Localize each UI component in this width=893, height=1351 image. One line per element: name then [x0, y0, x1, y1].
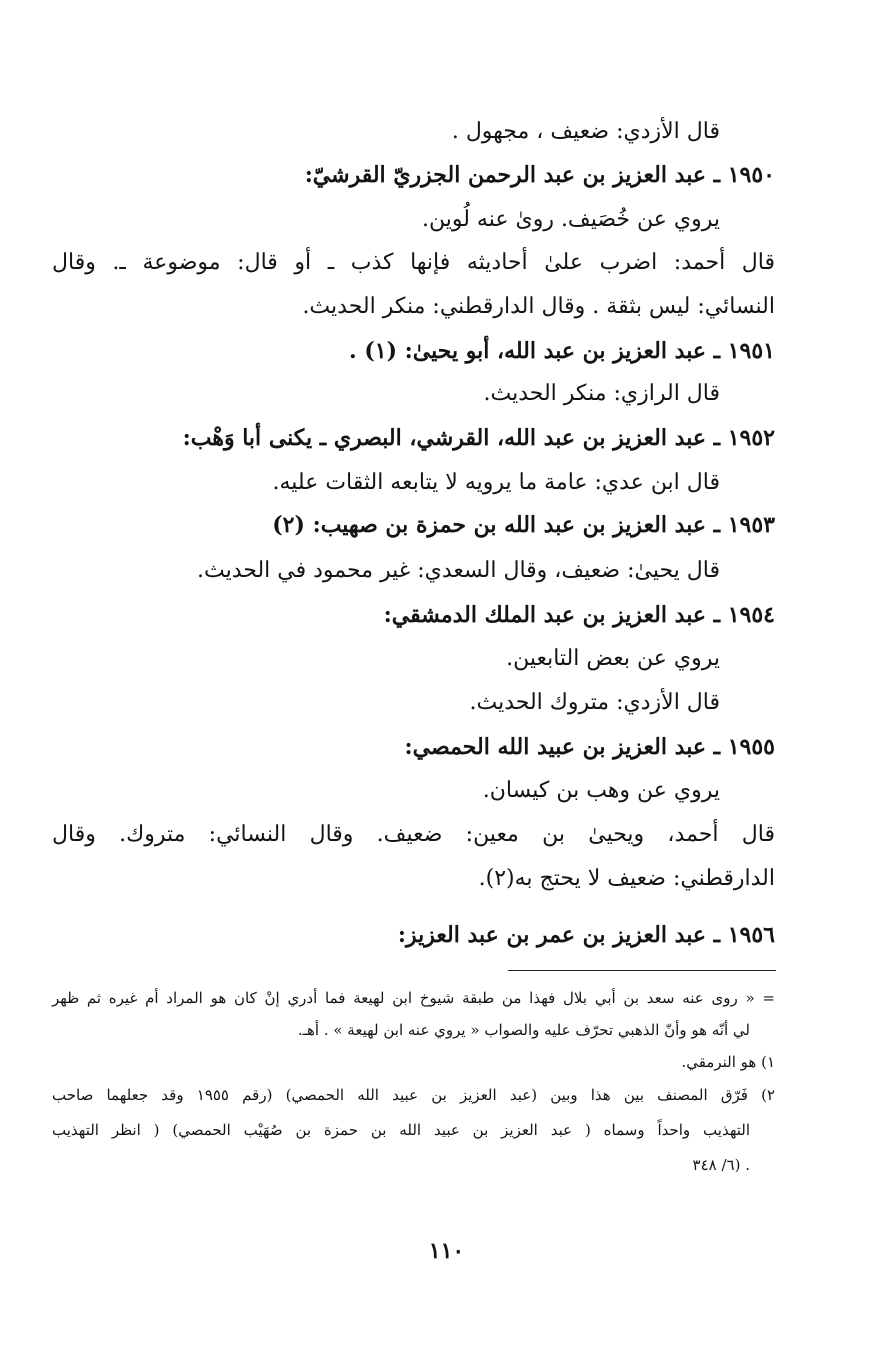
text-line: يروي عن خُصَيف. روىٰ عنه لُوين.	[422, 207, 720, 232]
text-line: يروي عن وهب بن كيسان.	[482, 778, 720, 803]
entry-heading-1955: ١٩٥٥ ـ عبد العزيز بن عبيد الله الحمصي:	[404, 734, 775, 760]
footnote-line: التهذيب واحداً وسماه ( عبد العزيز بن عبيد الله بن حمزة بن صُهَيْب الحمصي) ( انظر التهذيب	[52, 1121, 750, 1139]
entry-heading-1956: ١٩٥٦ ـ عبد العزيز بن عمر بن عبد العزيز:	[397, 922, 775, 948]
page-number: ١١٠	[428, 1238, 465, 1264]
text-line: الدارقطني: ضعيف لا يحتج به(٢).	[478, 866, 775, 891]
footnote-1: ١) هو النرمقي.	[681, 1053, 775, 1071]
text-line: قال الأزدي: متروك الحديث.	[469, 690, 720, 715]
entry-heading-1952: ١٩٥٢ ـ عبد العزيز بن عبد الله، القرشي، البصري ـ يكنى أبا وَهْب:	[182, 425, 775, 451]
entry-heading-1951: ١٩٥١ ـ عبد العزيز بن عبد الله، أبو يحيىٰ: (١) .	[349, 338, 775, 364]
text-line: قال يحيىٰ: ضعيف، وقال السعدي: غير محمود في الحديث.	[196, 558, 720, 583]
text-line: يروي عن بعض التابعين.	[506, 646, 720, 671]
entry-heading-1950: ١٩٥٠ ـ عبد العزيز بن عبد الرحمن الجزريّ القرشيّ:	[304, 162, 775, 188]
footnote-line: لي أنّه هو وأنّ الذهبي تحرّف عليه والصواب « يروي عنه ابن لهيعة » . أهـ.	[297, 1021, 750, 1039]
text-line: النسائي: ليس بثقة . وقال الدارقطني: منكر الحديث.	[302, 294, 775, 319]
footnote-line: = « روى عنه سعد بن أبي بلال فهذا من طبقة شيوخ ابن لهيعة فما أدري إنْ كان هو المراد أم غيره ثم ظهر	[52, 989, 776, 1007]
text-line: قال الرازي: منكر الحديث.	[483, 381, 720, 406]
footnote-separator	[508, 970, 776, 971]
text-line: قال الأزدي: ضعيف ، مجهول .	[451, 119, 720, 144]
text-line: قال ابن عدي: عامة ما يرويه لا يتابعه الثقات عليه.	[272, 470, 720, 495]
text-line: قال أحمد، ويحيىٰ بن معين: ضعيف. وقال النسائي: متروك. وقال	[52, 822, 775, 847]
footnote-line: ٦/ ٣٤٨) .	[692, 1156, 750, 1174]
entry-heading-1953: ١٩٥٣ ـ عبد العزيز بن عبد الله بن حمزة بن صهيب: (٢)	[272, 512, 775, 538]
entry-heading-1954: ١٩٥٤ ـ عبد العزيز بن عبد الملك الدمشقي:	[383, 602, 775, 628]
footnote-2: ٢) فَرّق المصنف بين هذا وبين (عبد العزيز بن عبيد الله الحمصي) (رقم ١٩٥٥ وقد جعلهما صاحب	[52, 1086, 776, 1104]
text-line: قال أحمد: اضرب علىٰ أحاديثه فإنها كذب ـ أو قال: موضوعة ـ. وقال	[52, 250, 775, 275]
